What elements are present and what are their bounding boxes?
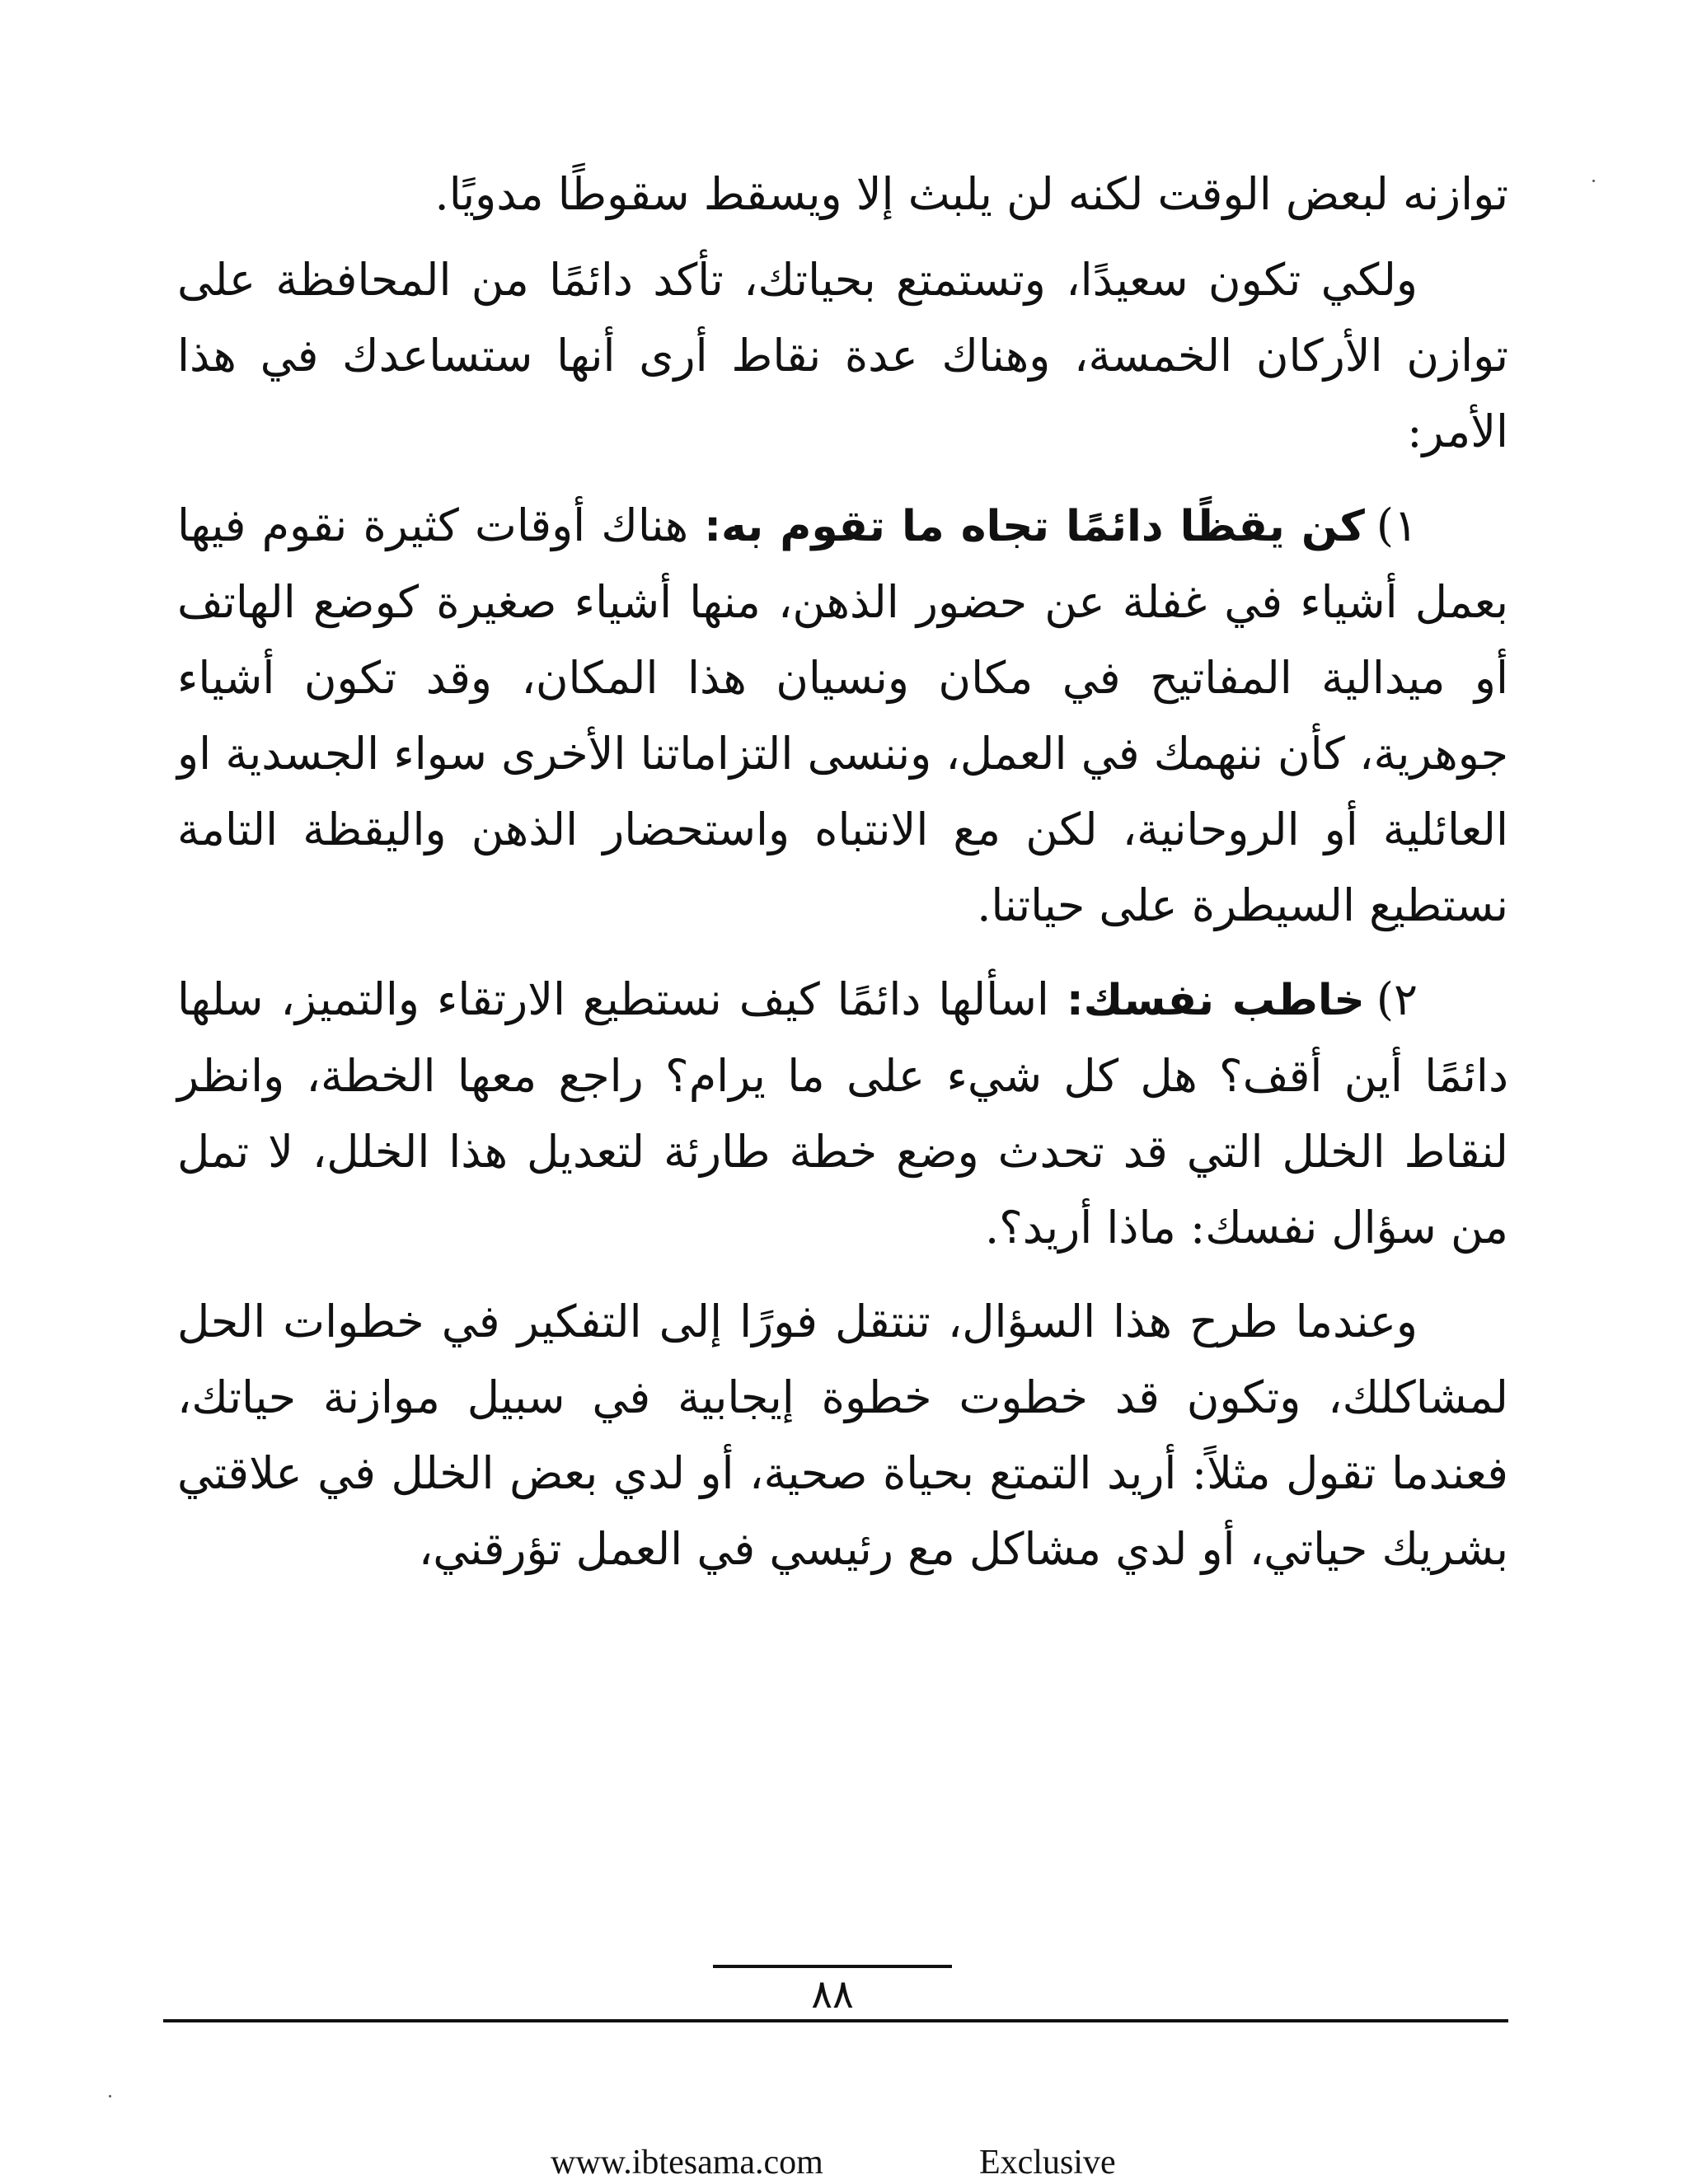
list-item-1 [177, 488, 1508, 944]
paragraph-continuation: توازنه لبعض الوقت لكنه لن يلبث إلا ويسقط سقوطًا مدويًا. [434, 168, 1508, 220]
page-number-rule [713, 1965, 952, 1968]
scan-speck [109, 2095, 111, 2097]
list-item-text: اسألها دائمًا كيف نستطيع الارتقاء والتميز، سلها دائمًا أين أقف؟ هل كل شيء على ما يرام؟ راجع معها الخطة، وانظر لنقاط الخلل التي قد تحدث وضع خطة طارئة لتعديل هذا الخلل، لا تمل من سؤال نفسك: ماذا أريد؟. [177, 973, 1508, 1254]
footer-exclusive-label: Exclusive [979, 2144, 1116, 2182]
list-item-2 [177, 962, 1508, 1266]
list-item-number: ٢) [1376, 973, 1418, 1025]
footer-website: www.ibtesama.com [551, 2144, 823, 2182]
list-item-number: ١) [1376, 499, 1418, 551]
footer-rule [163, 2019, 1508, 2022]
page-number: ٨٨ [811, 1971, 854, 2018]
list-item-text: هناك أوقات كثيرة نقوم فيها بعمل أشياء في غفلة عن حضور الذهن، منها أشياء صغيرة كوضع الهاتف أو ميدالية المفاتيح في مكان ونسيان هذا المكان، وقد تكون أشياء جوهرية، كأن ننهمك في العمل، وننسى التزاماتنا الأخرى سواء الجسدية او العائلية أو الروحانية، لكن مع الانتباه واستحضار الذهن واليقظة التامة نستطيع السيطرة على حياتنا. [177, 499, 1508, 931]
scan-speck [1592, 180, 1595, 182]
list-item-heading: كن يقظًا دائمًا تجاه ما تقوم به: [704, 502, 1365, 551]
page-body-text [177, 157, 1508, 1597]
paragraph-intro: ولكي تكون سعيدًا، وتستمتع بحياتك، تأكد دائمًا من المحافظة على توازن الأركان الخمسة، وهناك عدة نقاط أرى أنها ستساعدك في هذا الأمر: [177, 254, 1508, 457]
list-item-heading: خاطب نفسك: [1066, 976, 1365, 1025]
paragraph-closing: وعندما طرح هذا السؤال، تنتقل فورًا إلى التفكير في خطوات الحل لمشاكلك، وتكون قد خطوت خطوة إيجابية في سبيل موازنة حياتك، فعندما تقول مثلاً: أريد التمتع بحياة صحية، أو لدي بعض الخلل في علاقتي بشريك حياتي، أو لدي مشاكل مع رئيسي في العمل تؤرقني، [177, 1296, 1508, 1575]
